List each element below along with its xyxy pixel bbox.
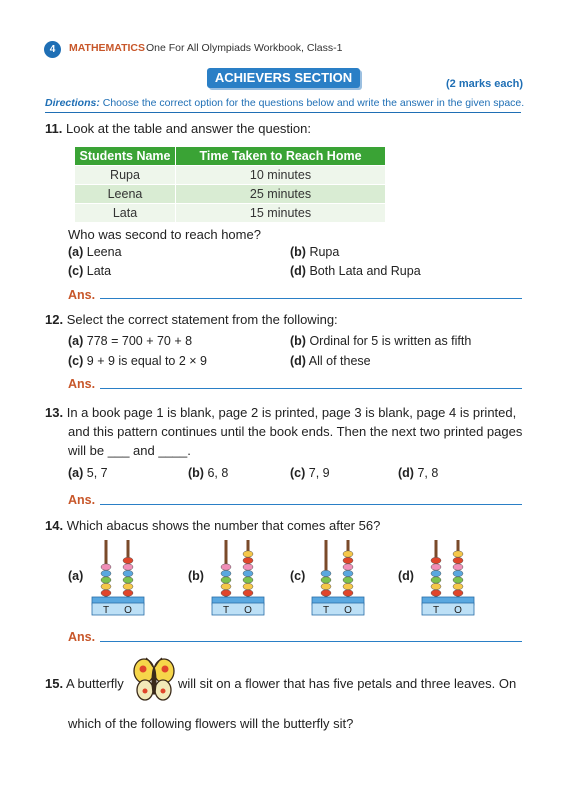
abacus-bead	[221, 577, 231, 583]
table-cell: Rupa	[75, 166, 176, 185]
abacus-label-tens: T	[432, 605, 440, 616]
abacus-bead	[453, 577, 463, 583]
table-header: Time Taken to Reach Home	[176, 147, 386, 166]
abacus-bead	[431, 583, 441, 589]
abacus-label-tens: T	[102, 605, 110, 616]
abacus-base	[312, 603, 364, 615]
table-cell: Lata	[75, 204, 176, 223]
directions-label: Directions:	[45, 97, 100, 109]
abacus-bead	[101, 583, 111, 589]
abacus-bead	[243, 557, 253, 563]
option-text: 7, 8	[417, 466, 439, 480]
option-text: Both Lata and Rupa	[309, 264, 421, 278]
option-key: (a)	[68, 466, 84, 480]
answer-label: Ans.	[68, 630, 96, 644]
option-text: 7, 9	[308, 466, 330, 480]
option-key: (d)	[398, 466, 414, 480]
option-text: All of these	[308, 354, 371, 368]
abacus-bead	[123, 577, 133, 583]
option-text: 9 + 9 is equal to 2 × 9	[86, 354, 207, 368]
abacus-bead	[453, 590, 463, 596]
abacus-base	[92, 603, 144, 615]
answer-label: Ans.	[68, 377, 96, 391]
question-11-sub: Who was second to reach home?	[68, 227, 261, 242]
abacus-bead	[431, 570, 441, 576]
abacus-bead	[343, 564, 353, 570]
abacus-bead	[123, 590, 133, 596]
option-key: (d)	[290, 264, 306, 278]
option-key: (b)	[290, 245, 306, 259]
question-text: A butterfly	[65, 676, 124, 691]
abacus-bead	[453, 551, 463, 557]
table-cell: 25 minutes	[176, 185, 386, 204]
question-text: Look at the table and answer the question:	[65, 121, 311, 136]
abacus-bead	[221, 570, 231, 576]
abacus-bead	[101, 590, 111, 596]
abacus-base	[422, 603, 474, 615]
question-15-rest: will sit on a flower that has five petals and three leaves. On	[178, 676, 517, 691]
option-key: (d)	[398, 569, 414, 583]
abacus-bead	[243, 577, 253, 583]
abacus-bead	[431, 564, 441, 570]
abacus-bead	[123, 557, 133, 563]
abacus-bead	[453, 570, 463, 576]
abacus-bead	[321, 590, 331, 596]
option-key: (b)	[290, 334, 306, 348]
abacus-bead	[431, 590, 441, 596]
abacus-bead	[243, 570, 253, 576]
abacus-bead	[243, 564, 253, 570]
abacus-bead	[431, 557, 441, 563]
option-key: (a)	[68, 569, 84, 583]
abacus-bead	[343, 577, 353, 583]
abacus-bead	[101, 570, 111, 576]
question-15-start	[45, 674, 124, 693]
abacus-label-ones: O	[124, 605, 132, 616]
option-key: (d)	[290, 354, 306, 368]
directions-text: Choose the correct option for the questions below and write the answer in the given space.	[99, 97, 525, 109]
abacus-bead	[343, 551, 353, 557]
abacus-bead	[343, 583, 353, 589]
abacus-bead	[453, 557, 463, 563]
abacus-label-tens: T	[222, 605, 230, 616]
question-13-line3: will be ___ and ____.	[68, 443, 191, 458]
option-text: Lata	[86, 264, 112, 278]
abacus-label-ones: O	[344, 605, 352, 616]
abacus-bead	[243, 551, 253, 557]
header-subject: MATHEMATICS	[69, 42, 146, 54]
abacus-bead	[101, 577, 111, 583]
question-number: 11.	[45, 121, 63, 136]
option-key: (c)	[68, 354, 84, 368]
table-cell: 10 minutes	[176, 166, 386, 185]
option-text: Leena	[86, 245, 122, 259]
abacus-bead	[343, 590, 353, 596]
question-number: 14.	[45, 518, 64, 533]
option-text: 778 = 700 + 70 + 8	[86, 334, 193, 348]
header-title: One For All Olympiads Workbook, Class-1	[146, 42, 343, 54]
abacus-bead	[221, 590, 231, 596]
abacus-bead	[123, 570, 133, 576]
table-header: Students Name	[75, 147, 176, 166]
option-key: (a)	[68, 334, 84, 348]
option-key: (c)	[68, 264, 84, 278]
abacus-bead	[321, 577, 331, 583]
abacus-base	[212, 603, 264, 615]
option-text: Ordinal for 5 is written as fifth	[309, 334, 472, 348]
option-key: (c)	[290, 466, 306, 480]
question-number: 12.	[45, 312, 64, 327]
question-text: Select the correct statement from the following:	[66, 312, 338, 327]
abacus-bead	[321, 570, 331, 576]
option-text: 5, 7	[86, 466, 108, 480]
abacus-label-ones: O	[454, 605, 462, 616]
abacus-bead	[321, 583, 331, 589]
question-number: 13.	[45, 405, 64, 420]
butterfly-icon	[133, 657, 175, 705]
question-text: In a book page 1 is blank, page 2 is printed, page 3 is blank, page 4 is printed,	[66, 405, 517, 420]
answer-label: Ans.	[68, 288, 96, 302]
abacus-bead	[221, 564, 231, 570]
abacus-bead	[243, 590, 253, 596]
abacus-bead	[453, 583, 463, 589]
question-text: Which abacus shows the number that comes after 56?	[66, 518, 381, 533]
abacus-bead	[343, 570, 353, 576]
section-title: ACHIEVERS SECTION	[207, 68, 360, 88]
question-number: 15.	[45, 676, 64, 691]
abacus-bead	[343, 557, 353, 563]
abacus-bead	[243, 583, 253, 589]
abacus-bead	[431, 577, 441, 583]
option-key: (b)	[188, 466, 204, 480]
answer-line-14[interactable]	[100, 641, 522, 642]
table-cell: Leena	[75, 185, 176, 204]
option-text: 6, 8	[207, 466, 229, 480]
table-cell: 15 minutes	[176, 204, 386, 223]
abacus-label-tens: T	[322, 605, 330, 616]
option-key: (b)	[188, 569, 204, 583]
question-15-line2: which of the following flowers will the butterfly sit?	[68, 716, 354, 731]
abacus-bead	[453, 564, 463, 570]
abacus-bead	[123, 583, 133, 589]
abacus-bead	[101, 564, 111, 570]
answer-label: Ans.	[68, 493, 96, 507]
option-key: (c)	[290, 569, 306, 583]
abacus-label-ones: O	[244, 605, 252, 616]
question-13-line2: and this pattern continues until the book ends. Then the next two printed pages	[68, 424, 523, 439]
abacus-bead	[123, 564, 133, 570]
option-text: Rupa	[309, 245, 340, 259]
abacus-bead	[221, 583, 231, 589]
page-number: 4	[44, 41, 61, 58]
marks-note: (2 marks each)	[446, 78, 524, 90]
option-key: (a)	[68, 245, 84, 259]
